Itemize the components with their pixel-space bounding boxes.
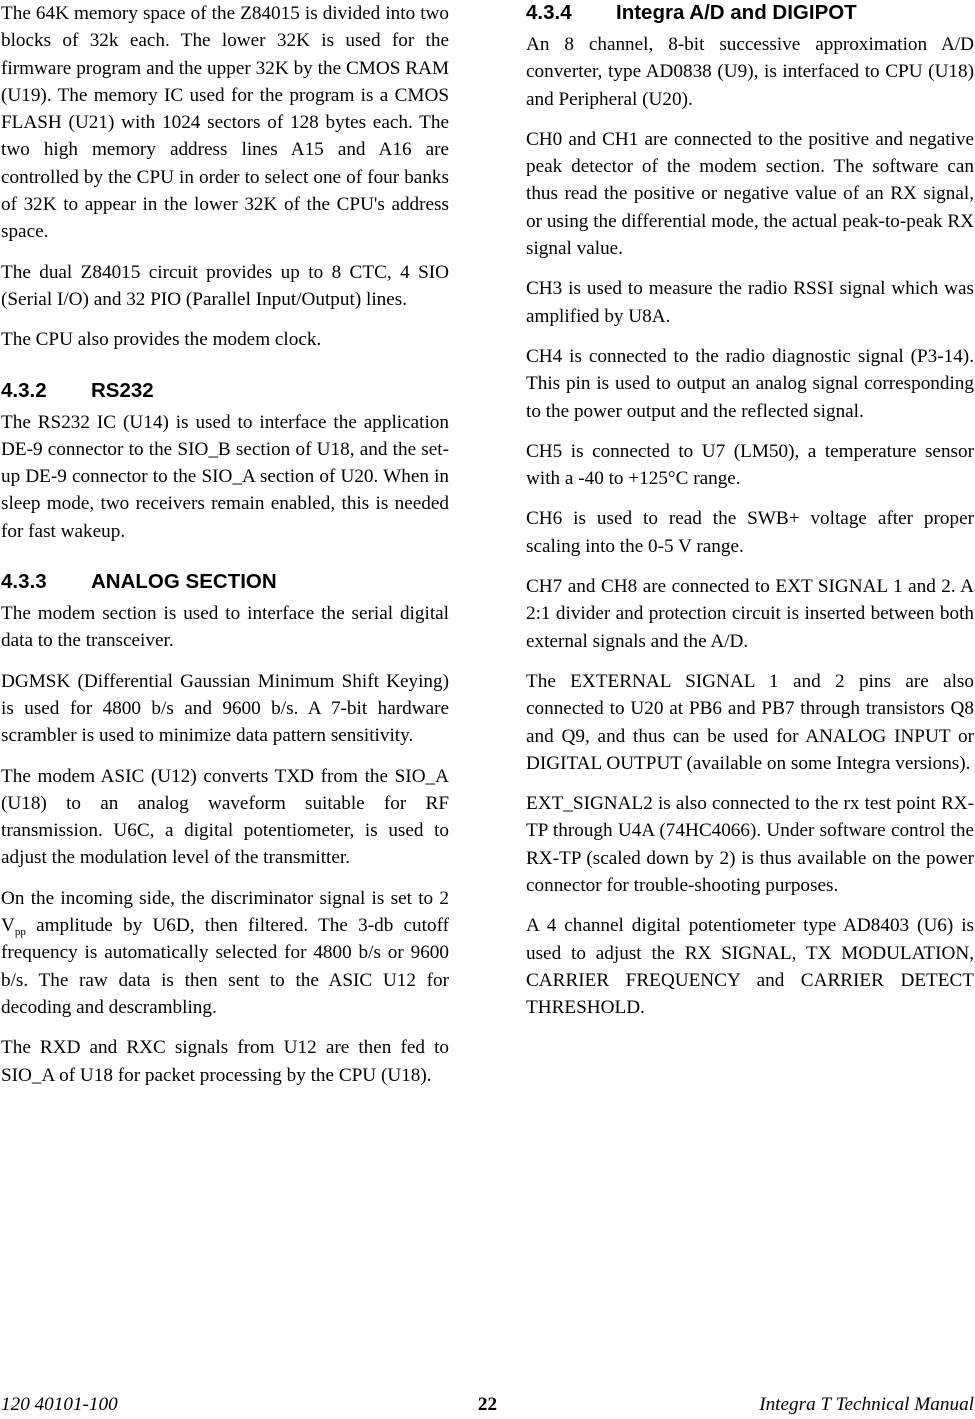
paragraph-dgmsk: DGMSK (Differential Gaussian Minimum Shift Keying) is used for 4800 b/s and 9600 b/s. A 7-bit hardware scrambler is used to minimize data pattern sensitivity. bbox=[1, 670, 449, 747]
left-column bbox=[1, 0, 449, 1102]
footer-manual-title: Integra T Technical Manual bbox=[759, 1394, 974, 1415]
paragraph-incoming-side: On the incoming side, the discriminator signal is set to 2 $V_{pp}$ amplitude by U6D, then filtered. The 3-db cutoff frequency is automatically selected for 4800 b/s or 9600 b/s. The raw data is then sent to the ASIC U12 for decoding and descrambling. bbox=[1, 887, 449, 1018]
section-number: 4.3.2 bbox=[1, 378, 47, 402]
paragraph-ch7-ch8: CH7 and CH8 are connected to EXT SIGNAL 1 and 2. A 2:1 divider and protection circuit is inserted between both external signals and the A/D. bbox=[526, 576, 974, 652]
paragraph-ad-converter: An 8 channel, 8-bit successive approximation A/D converter, type AD0838 (U9), is interfaced to CPU (U18) and Peripheral (U20). bbox=[526, 34, 974, 110]
paragraph-ch4: CH4 is connected to the radio diagnostic signal (P3-14). This pin is used to output an analog signal corresponding to the power output and the reflected signal. bbox=[526, 345, 974, 422]
section-number: 4.3.3 bbox=[1, 570, 47, 594]
heading-integra-ad-digipot bbox=[526, 0, 974, 26]
paragraph-rxd-rxc: The RXD and RXC signals from U12 are then fed to SIO_A of U18 for packet processing by the CPU (U18). bbox=[1, 1037, 449, 1086]
paragraph-ch6: CH6 is used to read the SWB+ voltage after proper scaling into the 0-5 V range. bbox=[526, 508, 974, 557]
paragraph-memory-space: The 64K memory space of the Z84015 is divided into two blocks of 32k each. The lower 32K is used for the firmware program and the upper 32K by the CMOS RAM (U19). The memory IC used for the program is a CMOS FLASH (U21) with 1024 sectors of 128 bytes each. The two high memory address lines A15 and A16 are controlled by the CPU in order to select one of four banks of 32K to appear in the lower 32K of the CPU's address space. bbox=[1, 3, 449, 243]
paragraph-ext-signal2: EXT_SIGNAL2 is also connected to the rx test point RX-TP through U4A (74HC4066). Under software control the RX-TP (scaled down by 2) is thus available on the power connector for trouble-shooting purposes. bbox=[526, 793, 974, 897]
section-title: ANALOG SECTION bbox=[91, 570, 277, 594]
paragraph-modem-section: The modem section is used to interface the serial digital data to the transceiver. bbox=[1, 603, 449, 652]
section-title: Integra A/D and DIGIPOT bbox=[616, 1, 857, 24]
footer-doc-number: 120 40101-100 bbox=[1, 1394, 118, 1415]
right-column bbox=[526, 0, 974, 1035]
footer-page-number: 22 bbox=[477, 1394, 498, 1415]
paragraph-external-signal: The EXTERNAL SIGNAL 1 and 2 pins are also connected to U20 at PB6 and PB7 through transistors Q8 and Q9, and thus can be used for ANALOG INPUT or DIGITAL OUTPUT (available on some Integra versions). bbox=[526, 670, 974, 774]
heading-analog-section bbox=[1, 569, 449, 595]
section-number: 4.3.4 bbox=[526, 1, 572, 24]
paragraph-ch3: CH3 is used to measure the radio RSSI signal which was amplified by U8A. bbox=[526, 278, 974, 327]
paragraph-ch5: CH5 is connected to U7 (LM50), a temperature sensor with a -40 to +125°C range. bbox=[526, 440, 974, 490]
paragraph-modem-clock: The CPU also provides the modem clock. bbox=[1, 329, 322, 351]
paragraph-rs232: The RS232 IC (U14) is used to interface the application DE-9 connector to the SIO_B section of U18, and the set-up DE-9 connector to the SIO_A section of U20. When in sleep mode, two receivers remain enabled, this is needed for fast wakeup. bbox=[1, 411, 449, 542]
paragraph-dual-z84015: The dual Z84015 circuit provides up to 8 CTC, 4 SIO (Serial I/O) and 32 PIO (Parallel Input/Output) lines. bbox=[1, 261, 449, 310]
section-title: RS232 bbox=[91, 378, 154, 402]
paragraph-digital-potentiometer: A 4 channel digital potentiometer type AD8403 (U6) is used to adjust the RX SIGNAL, TX MODULATION, CARRIER FREQUENCY and CARRIER DETECT THRESHOLD. bbox=[526, 915, 974, 1019]
subscript-pp: pp bbox=[14, 926, 26, 939]
paragraph-ch0-ch1: CH0 and CH1 are connected to the positive and negative peak detector of the modem section. The software can thus read the positive or negative value of an RX signal, or using the differential mode, the actual peak-to-peak RX signal value. bbox=[526, 128, 974, 260]
heading-rs232 bbox=[1, 378, 449, 404]
paragraph-modem-asic: The modem ASIC (U12) converts TXD from the SIO_A (U18) to an analog waveform suitable for RF transmission. U6C, a digital potentiometer, is used to adjust the modulation level of the transmitter. bbox=[1, 765, 449, 869]
